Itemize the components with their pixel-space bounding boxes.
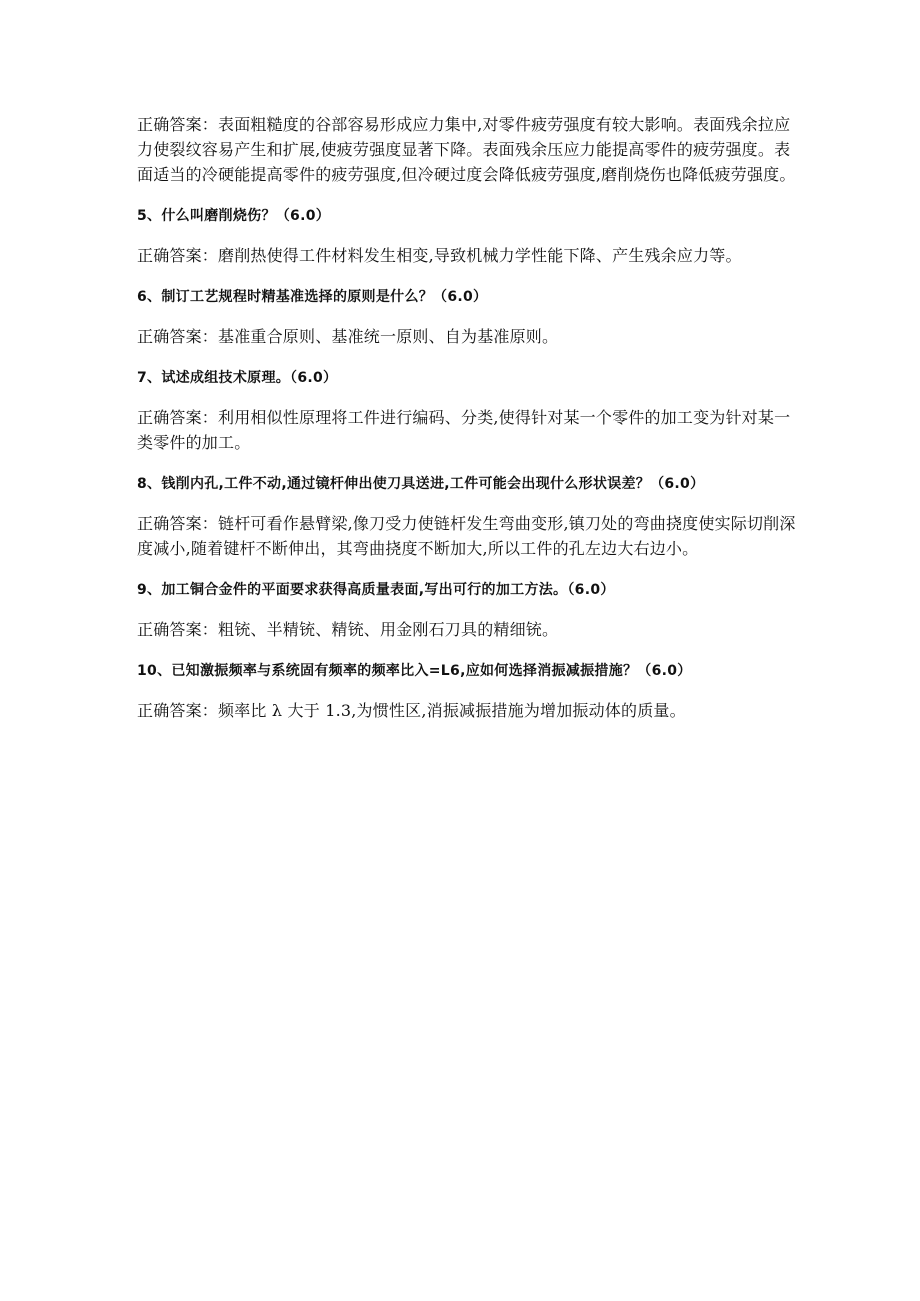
question-10: 10、已知激振频率与系统固有频率的频率比入=L6,应如何选择消振减振措施？（6.0） <box>137 663 692 679</box>
question-8: 8、钱削内孔,工件不动,通过镜杆伸出使刀具送进,工件可能会出现什么形状误差？（6.0） <box>137 476 705 492</box>
answer-6: 正确答案：基准重合原则、基准统一原则、自为基准原则。 <box>137 327 559 346</box>
answer-10: 正确答案：频率比 λ 大于 1.3,为惯性区,消振减振措施为增加振动体的质量。 <box>137 701 686 720</box>
question-6: 6、制订工艺规程时精基准选择的原则是什么？（6.0） <box>137 289 488 305</box>
answer-7: 正确答案：利用相似性原理将工件进行编码、分类,使得针对某一个零件的加工变为针对某一类零件的加工。 <box>137 408 791 452</box>
document-page <box>137 112 797 742</box>
question-7: 7、试述成组技术原理。（6.0） <box>137 370 338 386</box>
answer-9: 正确答案：粗铳、半精铳、精铳、用金刚石刀具的精细铳。 <box>137 620 559 639</box>
answer-5: 正确答案：磨削热使得工件材料发生相变,导致机械力学性能下降、产生残余应力等。 <box>137 246 742 265</box>
answer-8: 正确答案：链杆可看作悬臂梁,像刀受力使链杆发生弯曲变形,镇刀处的弯曲挠度使实际切削深度减小,随着键杆不断伸出，其弯曲挠度不断加大,所以工件的孔左边大右边小。 <box>137 514 796 558</box>
answer-4: 正确答案：表面粗糙度的谷部容易形成应力集中,对零件疲劳强度有较大影响。表面残余拉应力使裂纹容易产生和扩展,使疲劳强度显著下降。表面残余压应力能提高零件的疲劳强度。表面适当的冷硬能提高零件的疲劳强度,但冷硬过度会降低疲劳强度,磨削烧伤也降低疲劳强度。 <box>137 115 796 184</box>
question-5: 5、什么叫磨削烧伤？（6.0） <box>137 208 331 224</box>
question-9: 9、加工铜合金件的平面要求获得高质量表面,写出可行的加工方法。（6.0） <box>137 582 615 598</box>
